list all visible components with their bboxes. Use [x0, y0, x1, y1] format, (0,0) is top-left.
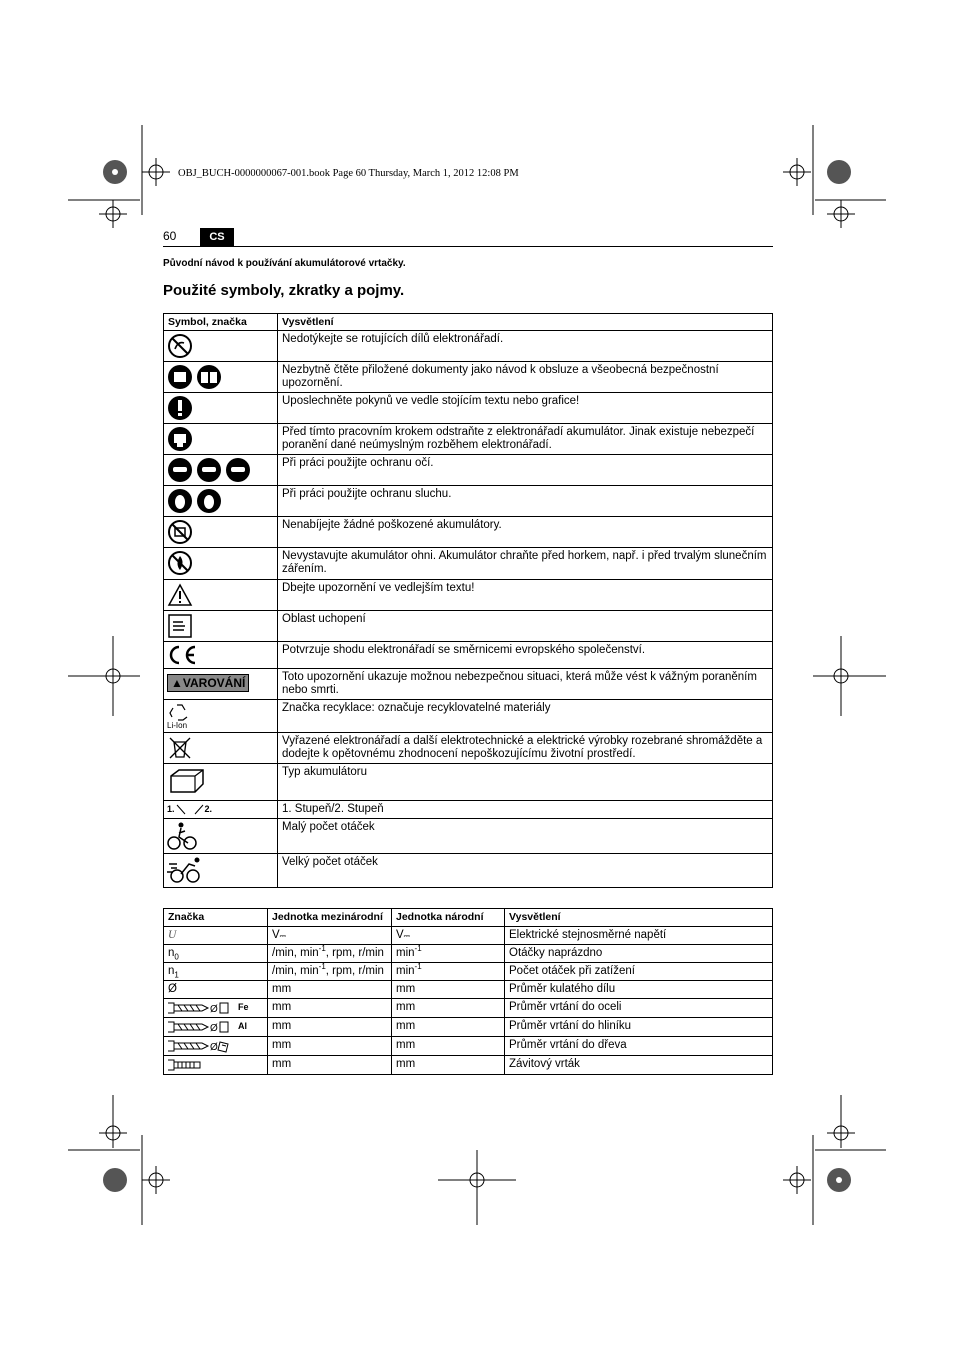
table-row: [164, 733, 773, 764]
column-header-symbol: Značka: [164, 909, 268, 927]
table-row: [164, 393, 773, 424]
explanation-text: 1. Stupeň/2. Stupeň: [278, 801, 773, 819]
table-row: [164, 548, 773, 580]
explanation-text: Nenabíjejte žádné poškozené akumulátory.: [278, 517, 773, 548]
explanation-text: Otáčky naprázdno: [505, 945, 773, 963]
no-fire-icon: [167, 550, 193, 576]
explanation-text: Potvrzuje shodu elektronářadí se směrnicemi evropského společenství.: [278, 642, 773, 669]
no-touch-rotating-icon: [167, 333, 193, 359]
explanation-text: Malý počet otáček: [278, 819, 773, 854]
gear-steps-icon: [175, 803, 205, 815]
table-row: $n_1$ /min, $\min^{-1}$, rpm, r/min $\min^{-1}$ Počet otáček při zatížení: [164, 963, 773, 981]
ear-protection-icon: [167, 488, 223, 514]
table-row: [164, 580, 773, 611]
read-manual-icon: [167, 364, 225, 390]
speed-symbol: n: [168, 965, 175, 977]
table-row: [164, 801, 773, 819]
explanation-text: Uposlechněte pokynů ve vedle stojícím textu nebo grafice!: [278, 393, 773, 424]
remove-battery-icon: [167, 426, 193, 452]
tap-drill-icon: [166, 1058, 206, 1072]
explanation-text: Průměr kulatého dílu: [505, 981, 773, 999]
explanation-text: Toto upozornění ukazuje možnou nebezpečnou situaci, která může vést k vážným poraněním nebo smrti.: [278, 669, 773, 700]
table-row: [164, 819, 773, 854]
exclamation-icon: [167, 395, 193, 421]
table-row: [164, 611, 773, 642]
drill-wood-icon: [166, 1039, 238, 1053]
drill-aluminium-icon: [166, 1020, 238, 1034]
table-row: [164, 517, 773, 548]
explanation-text: Vyřazené elektronářadí a další elektrotechnické a elektrické výrobky rozebrané shromážděte a dodejte k opětovnému zhodnocení nepoškozujícímu životní prostředí.: [278, 733, 773, 764]
dc-symbol-icon: ⎓: [403, 931, 411, 940]
svg-text:Ø: Ø: [210, 1004, 218, 1015]
varovani-label: ▲VAROVÁNÍ: [167, 674, 249, 692]
unit-natl: V: [396, 929, 404, 941]
ce-mark-icon: [167, 644, 199, 666]
explanation-text: Nedotýkejte se rotujících dílů elektronářadí.: [278, 331, 773, 362]
column-header-explanation: Vysvětlení: [505, 909, 773, 927]
header-rule: [163, 246, 773, 247]
explanation-text: Typ akumulátoru: [278, 764, 773, 801]
table-row: $n_0$ /min, $\min^{-1}$, rpm, r/min $\min^{-1}$ Otáčky naprázdno: [164, 945, 773, 963]
table-row: Ø Fe mm mm Průměr vrtání do oceli: [164, 999, 773, 1018]
explanation-text: Velký počet otáček: [278, 854, 773, 888]
li-ion-label: Li-Ion: [167, 721, 188, 730]
recycling-icon: [167, 702, 193, 722]
table-row: [164, 700, 773, 733]
table-header-row: [164, 909, 773, 927]
warning-triangle-icon: [167, 582, 193, 608]
table-row: [164, 764, 773, 801]
table-row: mm mm Závitový vrták: [164, 1056, 773, 1075]
units-table: [163, 908, 773, 1075]
column-header-natl-unit: Jednotka národní: [392, 909, 505, 927]
explanation-text: Dbejte upozornění ve vedlejším textu!: [278, 580, 773, 611]
table-row: [164, 669, 773, 700]
explanation-text: Při práci použijte ochranu sluchu.: [278, 486, 773, 517]
dc-symbol-icon: ⎓: [279, 931, 287, 940]
explanation-text: Před tímto pracovním krokem odstraňte z elektronářadí akumulátor. Jinak existuje nebezpečí poranění dané neúmyslným rozběhem elektronářadí.: [278, 424, 773, 455]
explanation-text: Průměr vrtání do hliníku: [505, 1018, 773, 1037]
print-header: OBJ_BUCH-0000000067-001.book Page 60 Thursday, March 1, 2012 12:08 PM: [178, 168, 519, 179]
symbols-table: [163, 313, 773, 888]
material-label: Fe: [238, 1002, 249, 1012]
document-subtitle: Původní návod k používání akumulátorové vrtačky.: [163, 258, 406, 269]
svg-text:Ø: Ø: [210, 1042, 218, 1053]
table-row: [164, 331, 773, 362]
explanation-text: Průměr vrtání do dřeva: [505, 1037, 773, 1056]
table-row: [164, 424, 773, 455]
explanation-text: Závitový vrták: [505, 1056, 773, 1075]
explanation-text: Při práci použijte ochranu očí.: [278, 455, 773, 486]
table-row: Ø mm mm Průměr vrtání do dřeva: [164, 1037, 773, 1056]
column-header-symbol: Symbol, značka: [164, 314, 278, 331]
table-row: [164, 642, 773, 669]
drill-steel-icon: [166, 1001, 238, 1015]
table-row: [164, 927, 773, 945]
table-header-row: [164, 314, 773, 331]
low-speed-icon: [167, 821, 197, 851]
explanation-text: Průměr vrtání do oceli: [505, 999, 773, 1018]
speed-symbol: n: [168, 947, 175, 959]
voltage-symbol: U: [168, 929, 177, 941]
table-row: [164, 854, 773, 888]
material-label: Al: [238, 1021, 247, 1031]
explanation-text: Nezbytně čtěte přiložené dokumenty jako návod k obsluze a všeobecná bezpečnostní upozornění.: [278, 362, 773, 393]
table-row: Ø Al mm mm Průměr vrtání do hliníku: [164, 1018, 773, 1037]
page-number: 60: [163, 229, 177, 243]
weee-bin-icon: [167, 735, 193, 761]
table-row: [164, 455, 773, 486]
battery-pack-icon: [167, 766, 207, 798]
explanation-text: Oblast uchopení: [278, 611, 773, 642]
language-badge: CS: [200, 228, 234, 246]
explanation-text: Nevystavujte akumulátor ohni. Akumulátor chraňte před horkem, např. i před trvalým slunečním zářením.: [278, 548, 773, 580]
gear-step-2: 2.: [204, 804, 213, 814]
table-row: [164, 486, 773, 517]
table-row: [164, 362, 773, 393]
grip-area-icon: [167, 613, 193, 639]
eye-protection-icon: [167, 457, 251, 483]
unit-intl: V: [272, 929, 280, 941]
explanation-text: Počet otáček při zatížení: [505, 963, 773, 981]
section-heading: Použité symboly, zkratky a pojmy.: [163, 282, 405, 299]
gear-step-1: 1.: [167, 804, 175, 814]
column-header-intl-unit: Jednotka mezinárodní: [268, 909, 392, 927]
no-damaged-battery-icon: [167, 519, 193, 545]
explanation-text: Elektrické stejnosměrné napětí: [505, 927, 773, 945]
diameter-symbol: Ø: [164, 981, 268, 999]
explanation-text: Značka recyklace: označuje recyklovatelné materiály: [278, 700, 773, 733]
svg-text:Ø: Ø: [210, 1023, 218, 1034]
table-row: Ø mm mm Průměr kulatého dílu: [164, 981, 773, 999]
high-speed-icon: [167, 856, 203, 884]
column-header-explanation: Vysvětlení: [278, 314, 773, 331]
